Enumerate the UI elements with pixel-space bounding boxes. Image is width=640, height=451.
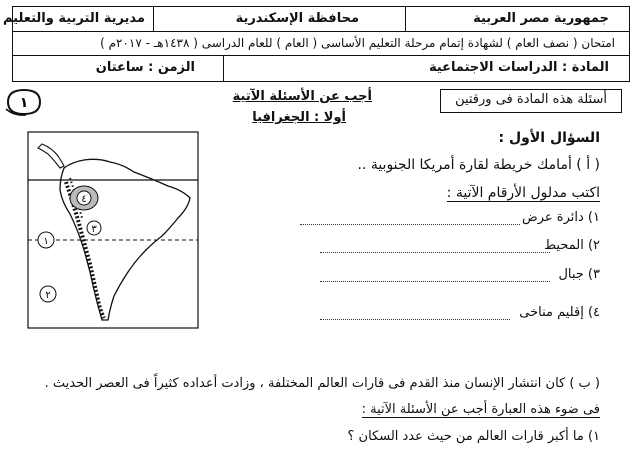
label-3: ٣	[91, 224, 97, 235]
time-label: الزمن : ساعتان	[95, 60, 195, 75]
page-number: ١	[19, 95, 29, 111]
exam-note-box	[440, 89, 622, 113]
page-number-badge	[4, 87, 44, 117]
instruction: أجب عن الأسئلة الآتية	[232, 89, 372, 104]
label-1: ١	[43, 236, 49, 247]
exam-header	[2, 6, 630, 82]
governorate-name: محافظة الإسكندرية	[235, 11, 359, 26]
exam-note: أسئلة هذه المادة فى ورقتين	[455, 92, 607, 107]
item-4: ٤) إقليم مناخى	[519, 305, 600, 320]
part-b-task: فى ضوء هذه العبارة أجب عن الأسئلة الآتية :	[361, 402, 600, 417]
item-1: ١) دائرة عرض	[522, 210, 600, 225]
exam-line: امتحان ( نصف العام ) لشهادة إتمام مرحلة التعليم الأساسى ( العام ) للعام الدراسى ( ١٤٣٨هـ - ٢٠١٧م )	[100, 36, 615, 50]
directorate-name: مديرية التربية والتعليم	[2, 11, 145, 26]
central-america-outline	[38, 144, 64, 168]
part-b-q1: ١) ما أكبر قارات العالم من حيث عدد السكان ؟	[347, 429, 600, 444]
question1-title: السؤال الأول :	[498, 130, 600, 146]
section-title: أولا : الجغرافيا	[252, 110, 346, 125]
south-america-map	[18, 130, 208, 330]
part-b-text: ( ب ) كان انتشار الإنسان منذ القدم فى قارات العالم المختلفة ، وزادت أعداده كثيراً فى العصر الحديث .	[44, 376, 600, 391]
answer-line-2[interactable]	[320, 252, 550, 253]
label-2: ٢	[45, 290, 51, 301]
item-2: ٢) المحيط	[544, 238, 600, 253]
part-a-text: ( أ ) أمامك خريطة لقارة أمريكا الجنوبية ..	[357, 157, 600, 173]
answer-line-1[interactable]	[300, 224, 520, 225]
subject-label: المادة : الدراسات الاجتماعية	[428, 60, 609, 75]
part-a-task: اكتب مدلول الأرقام الآتية :	[446, 185, 600, 201]
item-3: ٣) جبال	[558, 267, 600, 282]
label-4: ٤	[81, 194, 87, 205]
answer-line-3[interactable]	[320, 281, 550, 282]
answer-line-4[interactable]	[320, 319, 510, 320]
country-name: جمهورية مصر العربية	[473, 11, 609, 26]
